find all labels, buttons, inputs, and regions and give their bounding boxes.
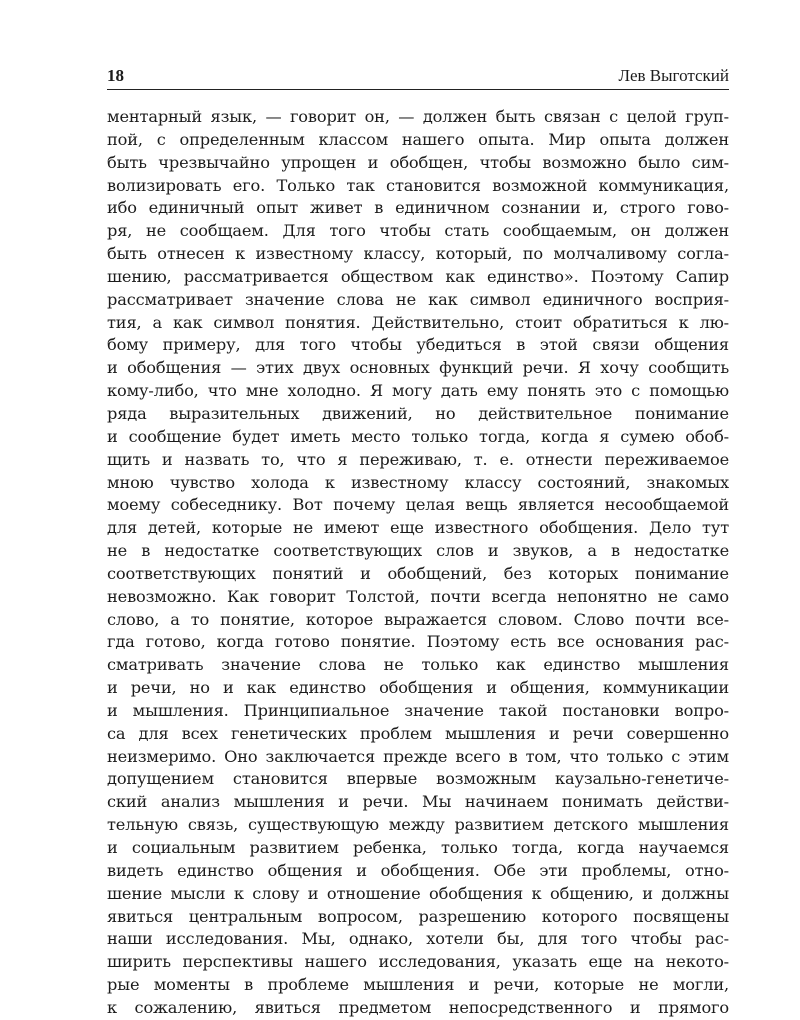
text-line: к сожалению, явиться предметом непосредственного и прямого <box>107 997 729 1017</box>
text-line: гда готово, когда готово понятие. Поэтому есть все основания рас- <box>107 632 729 652</box>
text-line: и речи, но и как единство обобщения и общения, коммуникации <box>107 678 729 698</box>
running-head-author: Лев Выготский <box>618 66 729 85</box>
text-line: тельную связь, существующую между развитием детского мышления <box>107 815 729 835</box>
text-line: быть чрезвычайно упрощен и обобщен, чтобы возможно было сим- <box>107 152 729 172</box>
text-line: не в недостатке соответствующих слов и звуков, а в недостатке <box>107 541 729 561</box>
page-number: 18 <box>107 66 124 85</box>
text-line: ментарный язык, — говорит он, — должен быть связан с целой груп- <box>107 107 729 126</box>
text-line: ибо единичный опыт живет в единичном сознании и, строго гово- <box>107 198 729 218</box>
text-line: сматривать значение слова не только как единство мышления <box>107 655 729 675</box>
text-line: и сообщение будет иметь место только тогда, когда я сумею обоб- <box>107 426 729 446</box>
text-line: пой, с определенным классом нашего опыта. Мир опыта должен <box>107 129 729 149</box>
text-line: рые моменты в проблеме мышления и речи, которые не могли, <box>107 975 729 995</box>
text-line: быть отнесен к известному классу, который, по молчаливому согла- <box>107 244 729 264</box>
text-line: бому примеру, для того чтобы убедиться в этой связи общения <box>107 335 729 355</box>
header-rule <box>107 89 729 90</box>
text-line: кому-либо, что мне холодно. Я могу дать ему понять это с помощью <box>107 381 729 401</box>
text-line: и социальным развитием ребенка, только тогда, когда научаемся <box>107 838 729 857</box>
text-line: соответствующих понятий и обобщений, без которых понимание <box>107 563 729 583</box>
text-line: моему собеседнику. Вот почему целая вещь является несообщаемой <box>107 495 729 515</box>
text-line: ря, не сообщаем. Для того чтобы стать сообщаемым, он должен <box>107 221 729 241</box>
text-line: видеть единство общения и обобщения. Обе эти проблемы, отно- <box>107 860 729 880</box>
text-line: мною чувство холода к известному классу состояний, знакомых <box>107 472 729 492</box>
body-text <box>107 106 729 1020</box>
page-header <box>107 62 729 90</box>
text-line: ский анализ мышления и речи. Мы начинаем понимать действи- <box>107 792 729 812</box>
text-line: волизировать его. Только так становится возможной коммуникация, <box>107 175 729 195</box>
text-line: рассматривает значение слова не как символ единичного восприя- <box>107 289 729 309</box>
text-line: слово, а то понятие, которое выражается словом. Слово почти все- <box>107 609 729 629</box>
text-line: и мышления. Принципиальное значение такой постановки вопро- <box>107 700 729 720</box>
text-line: для детей, которые не имеют еще известного обобщения. Дело тут <box>107 518 729 538</box>
text-line: са для всех генетических проблем мышления и речи совершенно <box>107 723 729 743</box>
text-line: наши исследования. Мы, однако, хотели бы, для того чтобы рас- <box>107 929 729 949</box>
text-line: и обобщения — этих двух основных функций речи. Я хочу сообщить <box>107 358 729 378</box>
text-line: невозможно. Как говорит Толстой, почти всегда непонятно не само <box>107 586 729 606</box>
text-line: шению, рассматривается обществом как единство». Поэтому Сапир <box>107 266 729 286</box>
text-line: тия, а как символ понятия. Действительно, стоит обратиться к лю- <box>107 312 729 332</box>
text-line: неизмеримо. Оно заключается прежде всего в том, что только с этим <box>107 746 729 766</box>
text-line: щить и назвать то, что я переживаю, т. е. отнести переживаемое <box>107 449 729 469</box>
text-line: явиться центральным вопросом, разрешению которого посвящены <box>107 906 729 926</box>
text-line: шение мысли к слову и отношение обобщения к общению, и должны <box>107 883 729 903</box>
text-line: ряда выразительных движений, но действительное понимание <box>107 403 729 423</box>
text-line: ширить перспективы нашего исследования, указать еще на некото- <box>107 952 729 972</box>
text-line: допущением становится впервые возможным каузально-генетиче- <box>107 769 729 789</box>
